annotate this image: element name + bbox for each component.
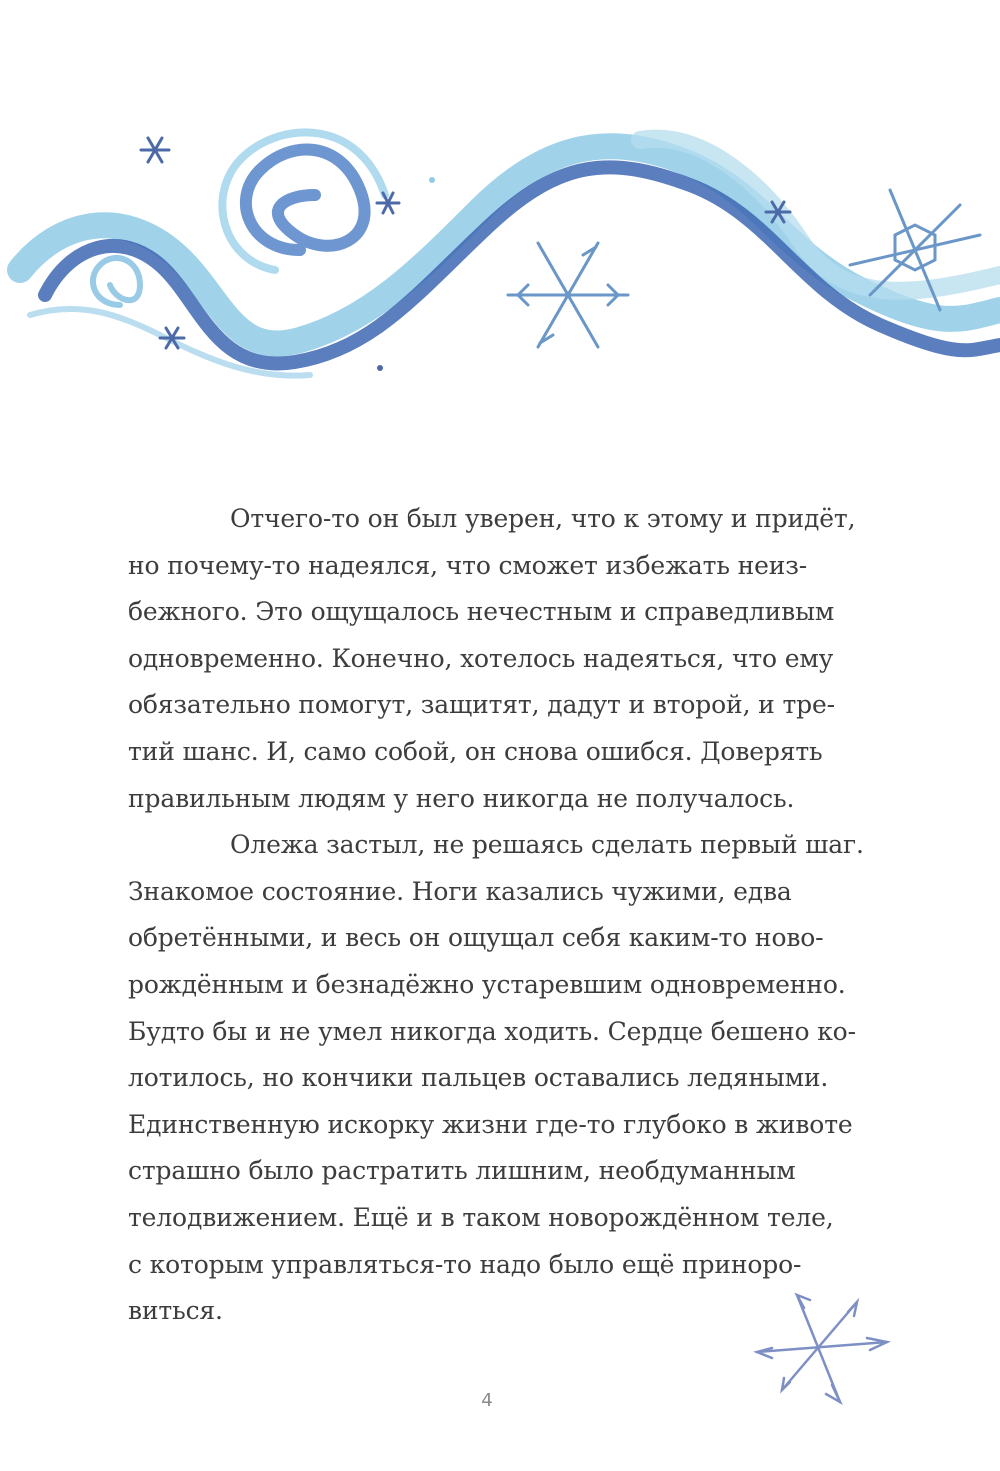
- winter-swirl-illustration: [0, 100, 1000, 400]
- text-line: Будто бы и не умел никогда ходить. Сердце бешено ко-: [128, 1016, 856, 1046]
- text-line: правильным людям у него никогда не получалось.: [128, 783, 795, 813]
- text-line: виться.: [128, 1296, 223, 1326]
- snowflake-center: [508, 243, 628, 347]
- spiral-small: [93, 258, 140, 305]
- text-line: страшно было растратить лишним, необдуманным: [128, 1156, 796, 1186]
- text-line: Знакомое состояние. Ноги казались чужими, едва: [128, 876, 792, 906]
- spiral-large: [246, 150, 365, 250]
- star-flake-1: [141, 138, 169, 162]
- text-line: рождённым и безнадёжно устаревшим одновременно.: [128, 969, 846, 999]
- text-line: обретёнными, и весь он ощущал себя каким-то ново-: [128, 923, 824, 953]
- snow-dot-2: [377, 365, 383, 371]
- snow-dot-1: [429, 177, 435, 183]
- body-text: [128, 496, 864, 1335]
- text-line: Отчего-то он был уверен, что к этому и придёт,: [230, 504, 856, 533]
- text-line: лотилось, но кончики пальцев оставались ледяными.: [128, 1063, 829, 1093]
- text-line: телодвижением. Ещё и в таком новорождённом теле,: [128, 1202, 834, 1232]
- text-line: бежного. Это ощущалось нечестным и справедливым: [128, 597, 835, 627]
- text-line: Олежа застыл, не решаясь сделать первый шаг.: [230, 830, 864, 860]
- page-number: 4: [481, 1390, 493, 1411]
- snowflake-icon: [752, 1290, 892, 1410]
- text-line: обязательно помогут, защитят, дадут и второй, и тре-: [128, 690, 835, 720]
- text-line: но почему-то надеялся, что сможет избежать неиз-: [128, 550, 808, 580]
- text-line: одновременно. Конечно, хотелось надеяться, что ему: [128, 643, 834, 673]
- text-line: Единственную искорку жизни где-то глубоко в животе: [128, 1109, 853, 1139]
- text-line: тий шанс. И, само собой, он снова ошибся. Доверять: [128, 736, 823, 766]
- text-line: с которым управляться-то надо было ещё приноро-: [128, 1249, 802, 1279]
